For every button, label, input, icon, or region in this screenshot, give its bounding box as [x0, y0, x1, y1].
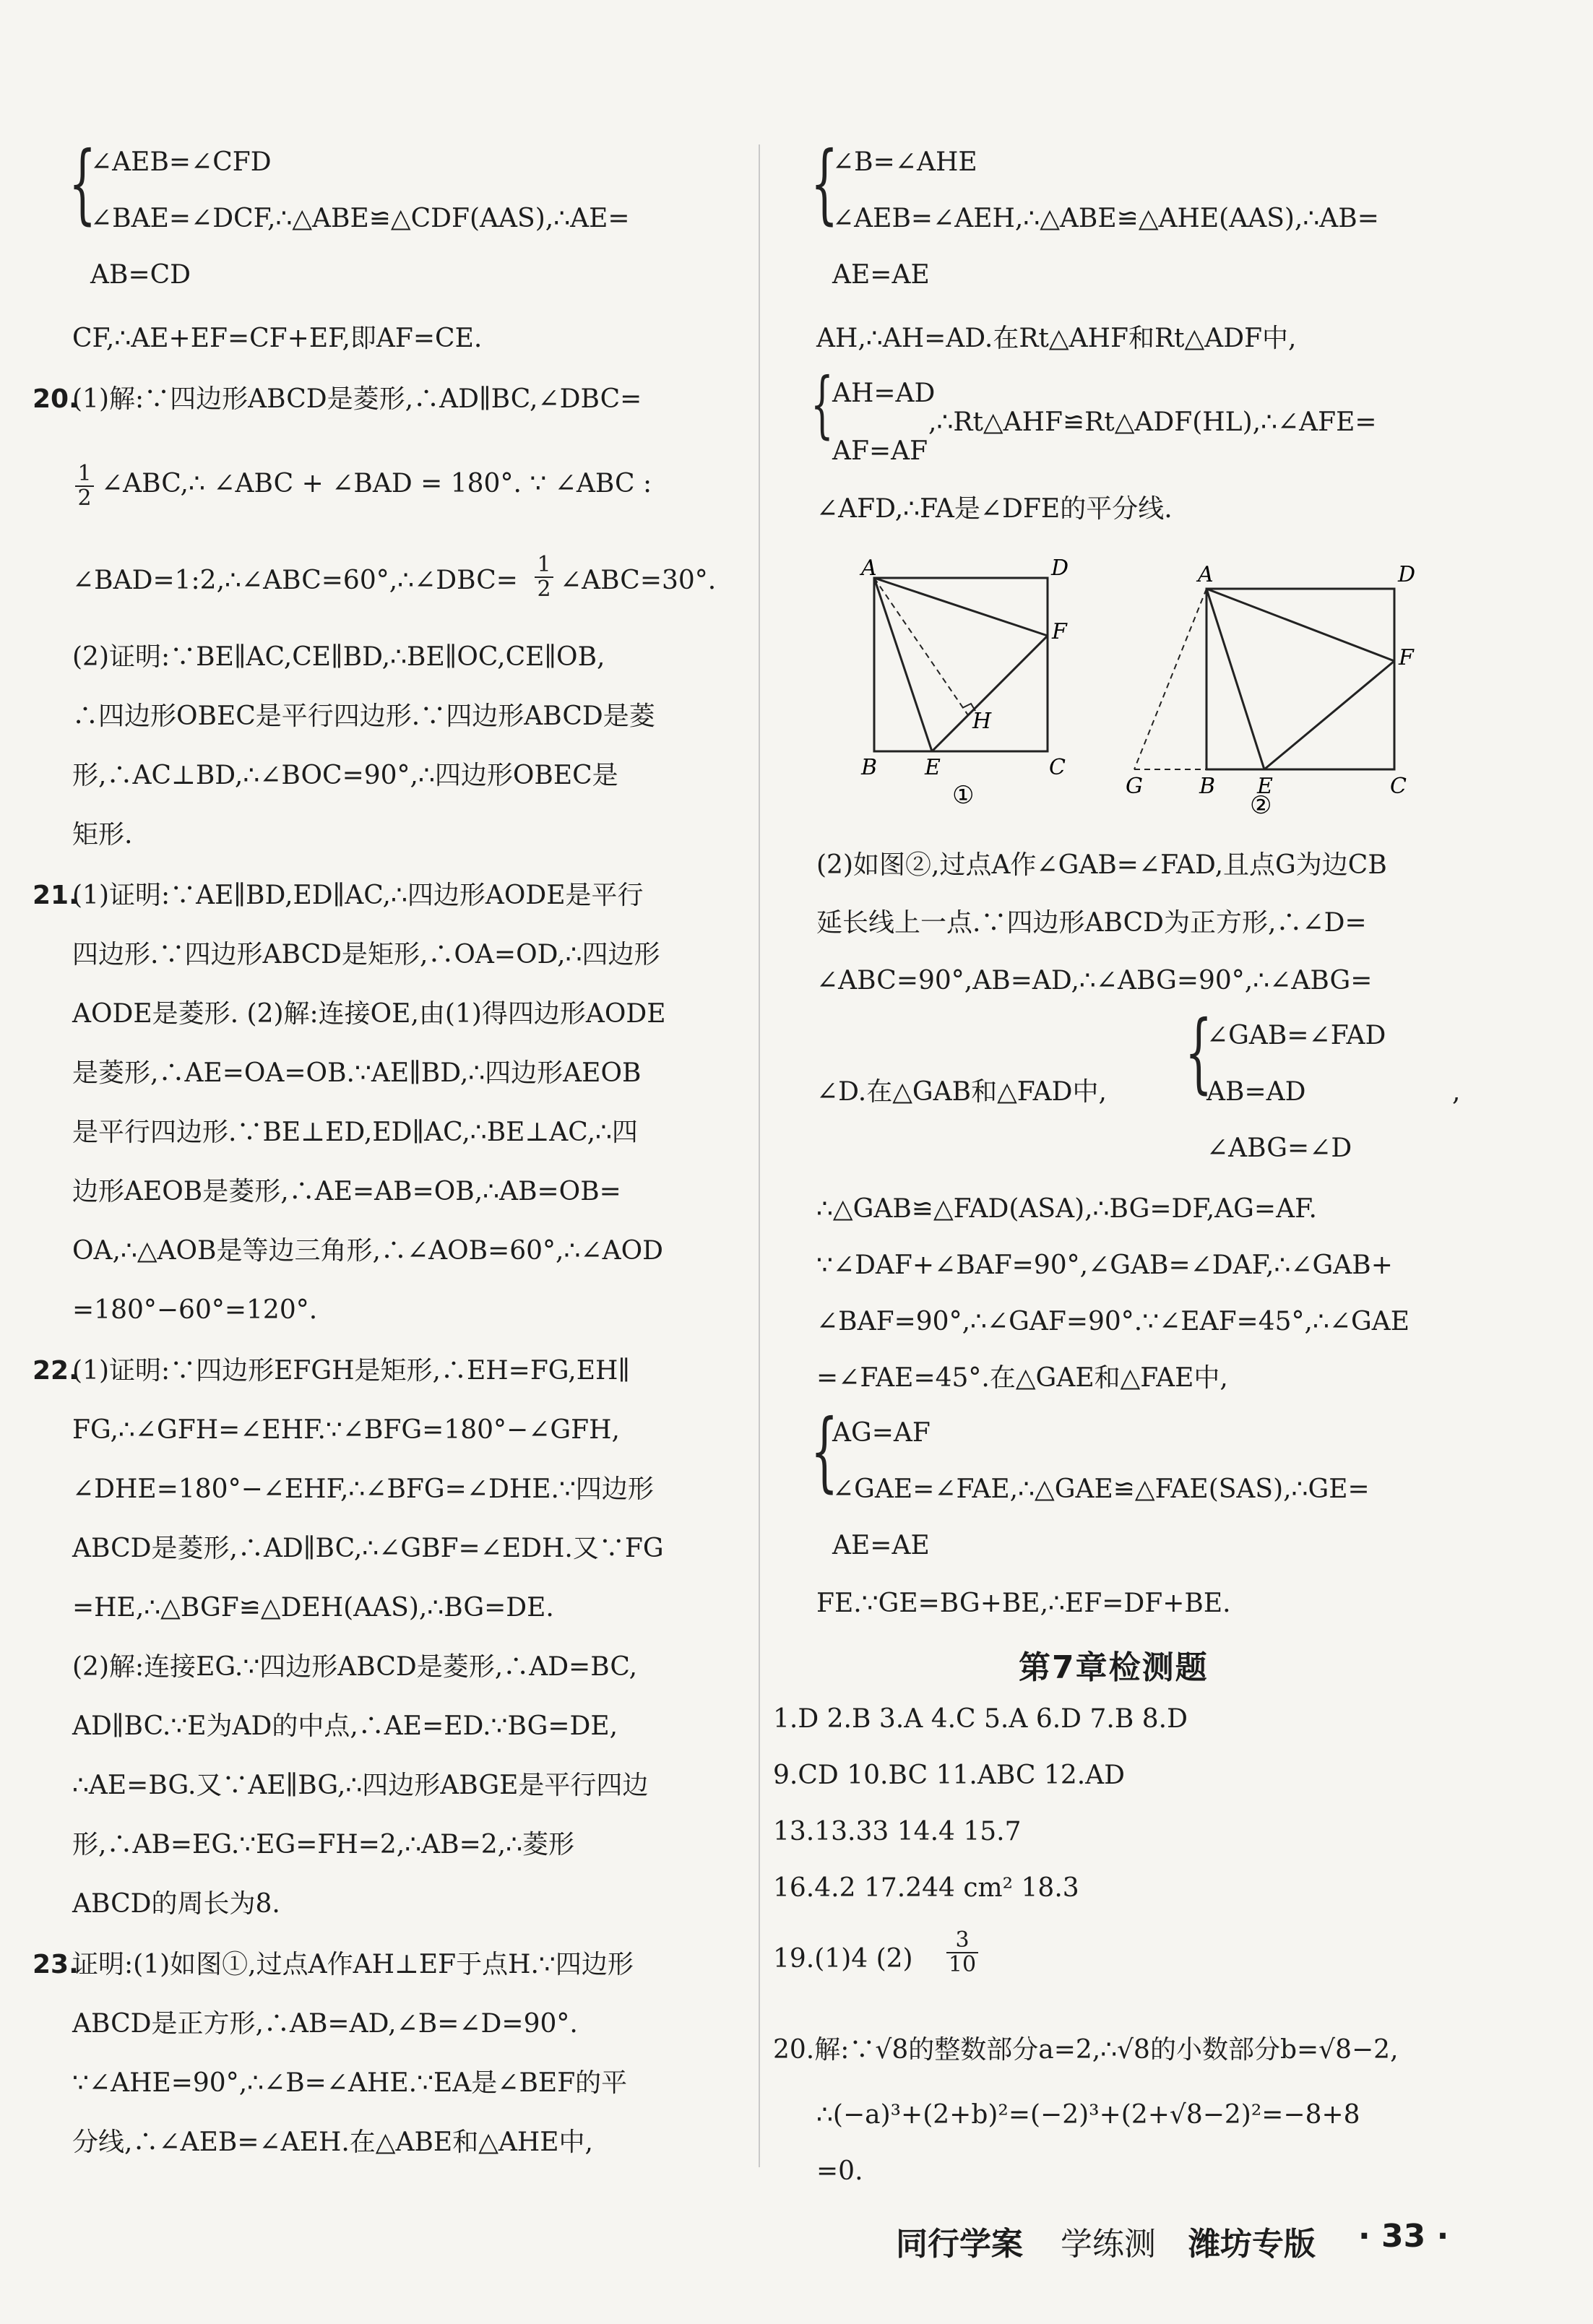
- segment-ae: [874, 578, 932, 751]
- segment-af: [874, 578, 1048, 636]
- text-line: 边形AEOB是菱形,∴AE=AB=OB,∴AB=OB=: [72, 1177, 621, 1206]
- text-line: ∠ABC=90°,AB=AD,∴∠ABG=90°,∴∠ABG=: [816, 966, 1373, 995]
- footer-edition: 潍坊专版: [1188, 2226, 1316, 2263]
- segment-ae: [1206, 589, 1264, 769]
- text-line: ∴AE=BG.又∵AE∥BG,∴四边形ABGE是平行四边: [72, 1771, 649, 1800]
- text-line: 四边形.∵四边形ABCD是矩形,∴OA=OD,∴四边形: [72, 940, 660, 969]
- text-line: ∠ABC,∴ ∠ABC + ∠BAD = 180°. ∵ ∠ABC :: [101, 469, 652, 498]
- text-line: AH=AD: [832, 379, 936, 408]
- text-line: 延长线上一点.∵四边形ABCD为正方形,∴∠D=: [816, 908, 1367, 938]
- text-line: ,: [1452, 1077, 1461, 1107]
- text-line: ∴四边形OBEC是平行四边形.∵四边形ABCD是菱: [72, 701, 655, 731]
- fraction: $\frac{1}{2}$: [75, 462, 94, 510]
- answer-line: 19.(1)4 (2): [773, 1944, 913, 1974]
- text-line: (2)解:连接EG.∵四边形ABCD是菱形,∴AD=BC,: [72, 1652, 638, 1682]
- text-line: ∠ABC=30°.: [560, 566, 717, 595]
- label-f: F: [1399, 645, 1414, 670]
- label-d: D: [1398, 562, 1416, 587]
- text-line: ∵∠DAF+∠BAF=90°,∠GAB=∠DAF,∴∠GAB+: [816, 1250, 1393, 1280]
- text-line: ∠AFD,∴FA是∠DFE的平分线.: [816, 494, 1173, 524]
- question-number: 23.: [33, 1950, 79, 1979]
- text-line: AD∥BC.∵E为AD的中点,∴AE=ED.∵BG=DE,: [72, 1711, 618, 1741]
- text-line: AF=AF: [832, 436, 928, 466]
- segment-ag: [1134, 589, 1206, 769]
- fraction: $\frac{3}{10}$: [946, 1929, 978, 1977]
- text-line: 形,∴AC⊥BD,∴∠BOC=90°,∴四边形OBEC是: [72, 761, 618, 790]
- label-a: A: [861, 556, 877, 581]
- column-divider: [759, 144, 760, 2167]
- text-line: (1)证明:∵四边形EFGH是矩形,∴EH=FG,EH∥: [72, 1356, 631, 1386]
- answer-line: 16.4.2 17.244 cm² 18.3: [773, 1873, 1079, 1903]
- text-line: FG,∴∠GFH=∠EHF.∵∠BFG=180°−∠GFH,: [72, 1415, 620, 1445]
- text-line: (2)证明:∵BE∥AC,CE∥BD,∴BE∥OC,CE∥OB,: [72, 642, 605, 672]
- answer-line: =0.: [816, 2156, 863, 2186]
- label-e: E: [925, 755, 941, 780]
- footer-brand: 同行学案: [896, 2226, 1023, 2263]
- label-a: A: [1198, 562, 1214, 587]
- text-line: ∠ABG=∠D: [1206, 1133, 1352, 1163]
- footer-series: 学练测: [1061, 2226, 1156, 2263]
- text-line: ABCD的周长为8.: [72, 1889, 280, 1919]
- text-line: AG=AF: [832, 1418, 931, 1448]
- figure-1: [852, 556, 1127, 824]
- label-b: B: [1199, 774, 1216, 799]
- label-d: D: [1051, 556, 1069, 581]
- text-line: ∠GAB=∠FAD: [1206, 1021, 1386, 1050]
- text-line: (2)如图②,过点A作∠GAB=∠FAD,且点G为边CB: [816, 850, 1387, 880]
- text-line: ∠AEB=∠CFD: [90, 147, 272, 177]
- text-line: 形,∴AB=EG.∵EG=FH=2,∴AB=2,∴菱形: [72, 1830, 575, 1859]
- text-line: =∠FAE=45°.在△GAE和△FAE中,: [816, 1363, 1228, 1393]
- text-line: (1)证明:∵AE∥BD,ED∥AC,∴四边形AODE是平行: [72, 881, 644, 910]
- text-line: AODE是菱形. (2)解:连接OE,由(1)得四边形AODE: [72, 999, 666, 1029]
- text-line: FE.∵GE=BG+BE,∴EF=DF+BE.: [816, 1589, 1231, 1618]
- question-number: 20.: [33, 384, 79, 414]
- text-line: 证明:(1)如图①,过点A作AH⊥EF于点H.∵四边形: [72, 1950, 634, 1979]
- text-line: AB=AD: [1206, 1077, 1306, 1107]
- text-line: ∠BAE=∠DCF,∴△ABE≌△CDF(AAS),∴AE=: [90, 204, 630, 233]
- answer-line: 9.CD 10.BC 11.ABC 12.AD: [773, 1761, 1126, 1790]
- text-line: =180°−60°=120°.: [72, 1295, 318, 1325]
- text-line: ∠AEB=∠AEH,∴△ABE≌△AHE(AAS),∴AB=: [832, 204, 1379, 233]
- brace: {: [811, 362, 834, 446]
- page-number: · 33 ·: [1358, 2218, 1449, 2255]
- text-line: ∴△GAB≌△FAD(ASA),∴BG=DF,AG=AF.: [816, 1194, 1317, 1224]
- text-line: ,∴Rt△AHF≌Rt△ADF(HL),∴∠AFE=: [928, 407, 1377, 437]
- figure-1-caption: ①: [952, 781, 975, 810]
- text-line: =HE,∴△BGF≌△DEH(AAS),∴BG=DE.: [72, 1593, 554, 1623]
- text-line: AE=AE: [832, 260, 930, 290]
- text-line: ∠DHE=180°−∠EHF,∴∠BFG=∠DHE.∵四边形: [72, 1474, 654, 1504]
- label-c: C: [1049, 755, 1066, 780]
- answer-line: 1.D 2.B 3.A 4.C 5.A 6.D 7.B 8.D: [773, 1704, 1188, 1734]
- text-line: ABCD是菱形,∴AD∥BC,∴∠GBF=∠EDH.又∵FG: [72, 1534, 664, 1563]
- answer-line: ∴(−a)³+(2+b)²=(−2)³+(2+√8−2)²=−8+8: [816, 2100, 1360, 2130]
- label-h: H: [972, 709, 992, 734]
- text-line: 分线,∴∠AEB=∠AEH.在△ABE和△AHE中,: [72, 2128, 594, 2157]
- text-line: ∠GAE=∠FAE,∴△GAE≌△FAE(SAS),∴GE=: [832, 1474, 1370, 1504]
- text-line: (1)解:∵四边形ABCD是菱形,∴AD∥BC,∠DBC=: [72, 384, 642, 414]
- text-line: 是菱形,∴AE=OA=OB.∵AE∥BD,∴四边形AEOB: [72, 1058, 642, 1088]
- segment-ah: [874, 578, 968, 715]
- answer-line: 20.解:∵√8的整数部分a=2,∴√8的小数部分b=√8−2,: [773, 2035, 1399, 2065]
- label-e: E: [1257, 774, 1273, 799]
- square-abcd: [874, 578, 1048, 751]
- text-line: ∠BAD=1:2,∴∠ABC=60°,∴∠DBC=: [72, 566, 518, 595]
- text-line: ∠D.在△GAB和△FAD中,: [816, 1077, 1107, 1107]
- brace: {: [811, 1401, 839, 1502]
- figure-2-caption: ②: [1250, 791, 1272, 820]
- label-c: C: [1390, 774, 1407, 799]
- answer-line: 13.13.33 14.4 15.7: [773, 1817, 1022, 1846]
- text-line: ∵∠AHE=90°,∴∠B=∠AHE.∵EA是∠BEF的平: [72, 2068, 628, 2098]
- text-line: AB=CD: [90, 260, 191, 290]
- text-line: ABCD是正方形,∴AB=AD,∠B=∠D=90°.: [72, 2009, 578, 2039]
- text-line: AE=AE: [832, 1531, 930, 1560]
- label-f: F: [1052, 619, 1067, 644]
- label-b: B: [861, 755, 878, 780]
- fraction: $\frac{1}{2}$: [535, 553, 553, 601]
- text-line: ∠B=∠AHE: [832, 147, 977, 177]
- text-line: OA,∴△AOB是等边三角形,∴∠AOB=60°,∴∠AOD: [72, 1236, 663, 1266]
- brace: {: [69, 134, 97, 234]
- segment-ef: [932, 636, 1048, 751]
- brace: {: [811, 134, 839, 234]
- text-line: 矩形.: [72, 820, 133, 850]
- brace: {: [1185, 1003, 1213, 1103]
- question-number: 22.: [33, 1356, 79, 1386]
- segment-ef: [1264, 661, 1394, 769]
- section-heading: 第7章检测题: [1019, 1649, 1209, 1686]
- text-line: AH,∴AH=AD.在Rt△AHF和Rt△ADF中,: [816, 324, 1297, 353]
- text-line: CF,∴AE+EF=CF+EF,即AF=CE.: [72, 324, 483, 353]
- figure-2: [1105, 556, 1481, 824]
- text-line: 是平行四边形.∵BE⊥ED,ED∥AC,∴BE⊥AC,∴四: [72, 1118, 638, 1147]
- segment-af: [1206, 589, 1394, 661]
- label-g: G: [1126, 774, 1143, 799]
- text-line: ∠BAF=90°,∴∠GAF=90°.∵∠EAF=45°,∴∠GAE: [816, 1307, 1410, 1336]
- question-number: 21.: [33, 881, 79, 910]
